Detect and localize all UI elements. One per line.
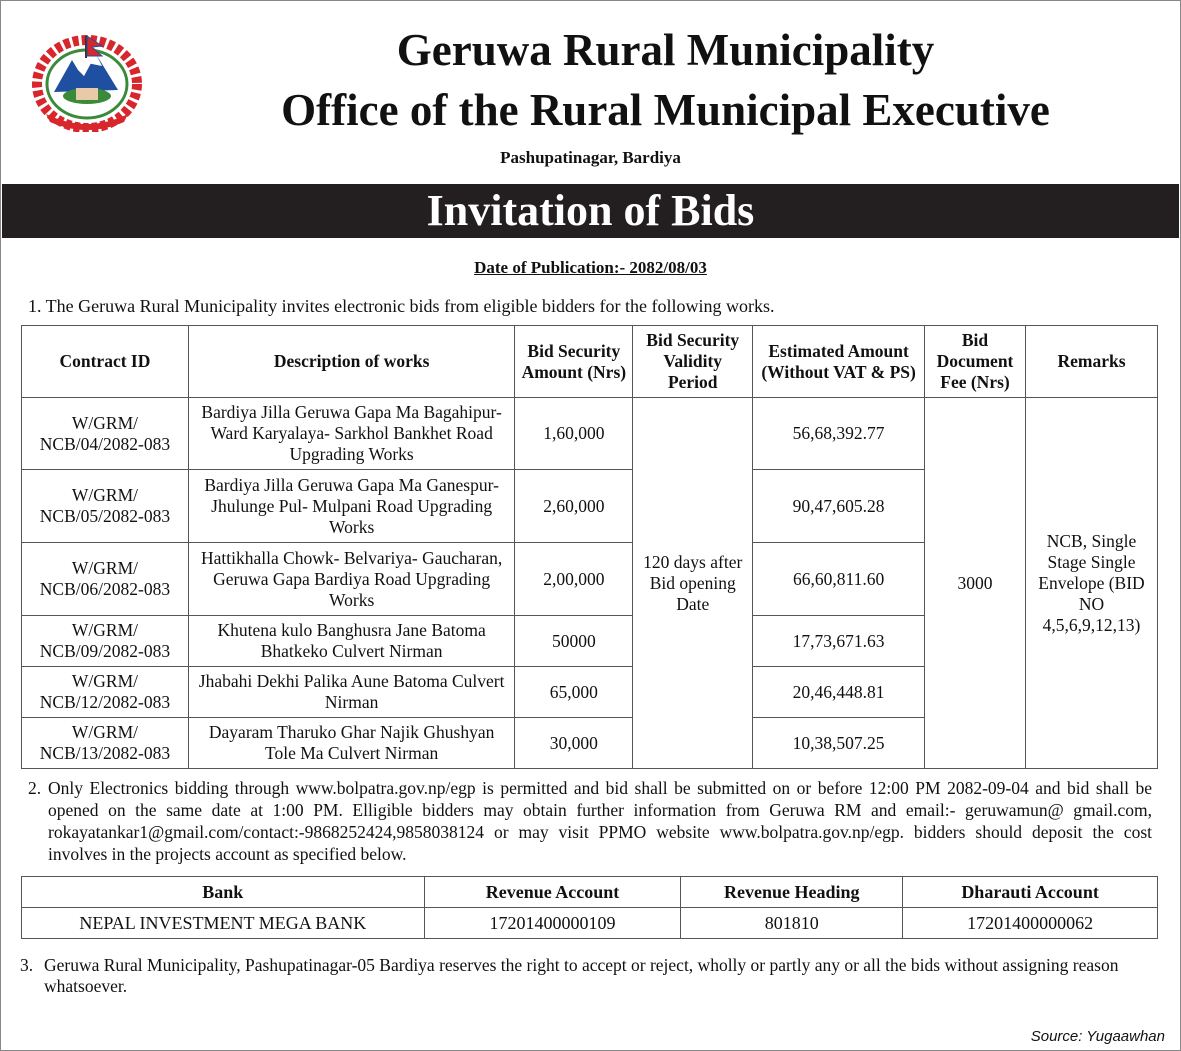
table-row <box>22 908 1158 939</box>
contract-id: W/GRM/ NCB/13/2082-083 <box>22 718 189 769</box>
header-bid-security: Bid Security Amount (Nrs) <box>515 326 633 398</box>
contract-id: W/GRM/ NCB/12/2082-083 <box>22 667 189 718</box>
paragraph-2-number: 2. <box>28 778 42 798</box>
estimated-amount: 90,47,605.28 <box>753 470 925 543</box>
estimated-amount: 20,46,448.81 <box>753 667 925 718</box>
bank-header-row <box>22 877 1158 908</box>
table-row <box>22 398 1158 470</box>
header-remarks: Remarks <box>1025 326 1157 398</box>
header-description: Description of works <box>188 326 515 398</box>
table-header-row <box>22 326 1158 398</box>
paragraph-3-text: Geruwa Rural Municipality, Pashupatinagar-05 Bardiya reserves the right to accept or reject, wholly or partly any or all the bids without assigning reason whatsoever. <box>44 955 1119 996</box>
estimated-amount: 10,38,507.25 <box>753 718 925 769</box>
header-validity: Bid Security Validity Period <box>633 326 753 398</box>
document-fee: 3000 <box>925 398 1026 769</box>
bank-name: NEPAL INVESTMENT MEGA BANK <box>22 908 425 939</box>
address: Pashupatinagar, Bardiya <box>500 148 681 167</box>
validity-period: 120 days after Bid opening Date <box>633 398 753 769</box>
estimated-amount: 66,60,811.60 <box>753 543 925 616</box>
estimated-amount: 56,68,392.77 <box>753 398 925 470</box>
header-contract-id: Contract ID <box>22 326 189 398</box>
contract-id: W/GRM/ NCB/05/2082-083 <box>22 470 189 543</box>
work-description: Khutena kulo Banghusra Jane Batoma Bhatkeko Culvert Nirman <box>188 616 515 667</box>
bid-security: 30,000 <box>515 718 633 769</box>
publication-date: Date of Publication:- 2082/08/03 <box>474 258 707 277</box>
paragraph-2 <box>28 777 1152 865</box>
bid-security: 2,00,000 <box>515 543 633 616</box>
office-title: Office of the Rural Municipal Executive <box>281 85 1050 135</box>
header-estimate: Estimated Amount (Without VAT & PS) <box>753 326 925 398</box>
work-description: Bardiya Jilla Geruwa Gapa Ma Ganespur- Jhulunge Pul- Mulpani Road Upgrading Works <box>188 470 515 543</box>
revenue-heading: 801810 <box>681 908 903 939</box>
municipality-title: Geruwa Rural Municipality <box>396 25 935 75</box>
bid-security: 50000 <box>515 616 633 667</box>
header-revenue-heading: Revenue Heading <box>681 877 903 908</box>
bank-table <box>21 876 1158 939</box>
paragraph-3 <box>20 955 1160 997</box>
remarks: NCB, Single Stage Single Envelope (BID NO 4,5,6,9,12,13) <box>1025 398 1157 769</box>
work-description: Bardiya Jilla Geruwa Gapa Ma Bagahipur- Ward Karyalaya- Sarkhol Bankhet Road Upgrading Works <box>188 398 515 470</box>
header-dharauti-account: Dharauti Account <box>903 877 1158 908</box>
paragraph-3-number: 3. <box>20 955 34 975</box>
intro-paragraph: 1. The Geruwa Rural Municipality invites electronic bids from eligible bidders for the following works. <box>28 296 775 316</box>
contract-id: W/GRM/ NCB/09/2082-083 <box>22 616 189 667</box>
header-bank: Bank <box>22 877 425 908</box>
contract-id: W/GRM/ NCB/04/2082-083 <box>22 398 189 470</box>
contract-id: W/GRM/ NCB/06/2082-083 <box>22 543 189 616</box>
bid-security: 1,60,000 <box>515 398 633 470</box>
invitation-banner: Invitation of Bids <box>2 184 1179 238</box>
work-description: Hattikhalla Chowk- Belvariya- Gaucharan, Geruwa Gapa Bardiya Road Upgrading Works <box>188 543 515 616</box>
bid-security: 2,60,000 <box>515 470 633 543</box>
paragraph-2-text: Only Electronics bidding through www.bolpatra.gov.np/egp is permitted and bid shall be submitted on or before 12:00 PM 2082-09-04 and bid shall be opened on the same date at 1:00 PM. Elligible bidders may obtain further information from Geruwa RM and email:- geruwamun@ gmail.com, rokayatankar1@gmail.com/contact:-9868252424,9858038124 or may visit PPMO website www.bolpatra.gov.np/egp. bidders should deposit the cost involves in the projects account as specified below. <box>48 778 1152 864</box>
source-credit: Source: Yugaawhan <box>1030 1028 1165 1045</box>
work-description: Jhabahi Dekhi Palika Aune Batoma Culvert Nirman <box>188 667 515 718</box>
dharauti-account: 17201400000062 <box>903 908 1158 939</box>
header-doc-fee: Bid Document Fee (Nrs) <box>925 326 1026 398</box>
work-description: Dayaram Tharuko Ghar Najik Ghushyan Tole Ma Culvert Nirman <box>188 718 515 769</box>
nepal-government-emblem-icon <box>32 30 142 132</box>
bids-table <box>21 325 1158 769</box>
header-revenue-account: Revenue Account <box>424 877 681 908</box>
bid-security: 65,000 <box>515 667 633 718</box>
estimated-amount: 17,73,671.63 <box>753 616 925 667</box>
revenue-account: 17201400000109 <box>424 908 681 939</box>
